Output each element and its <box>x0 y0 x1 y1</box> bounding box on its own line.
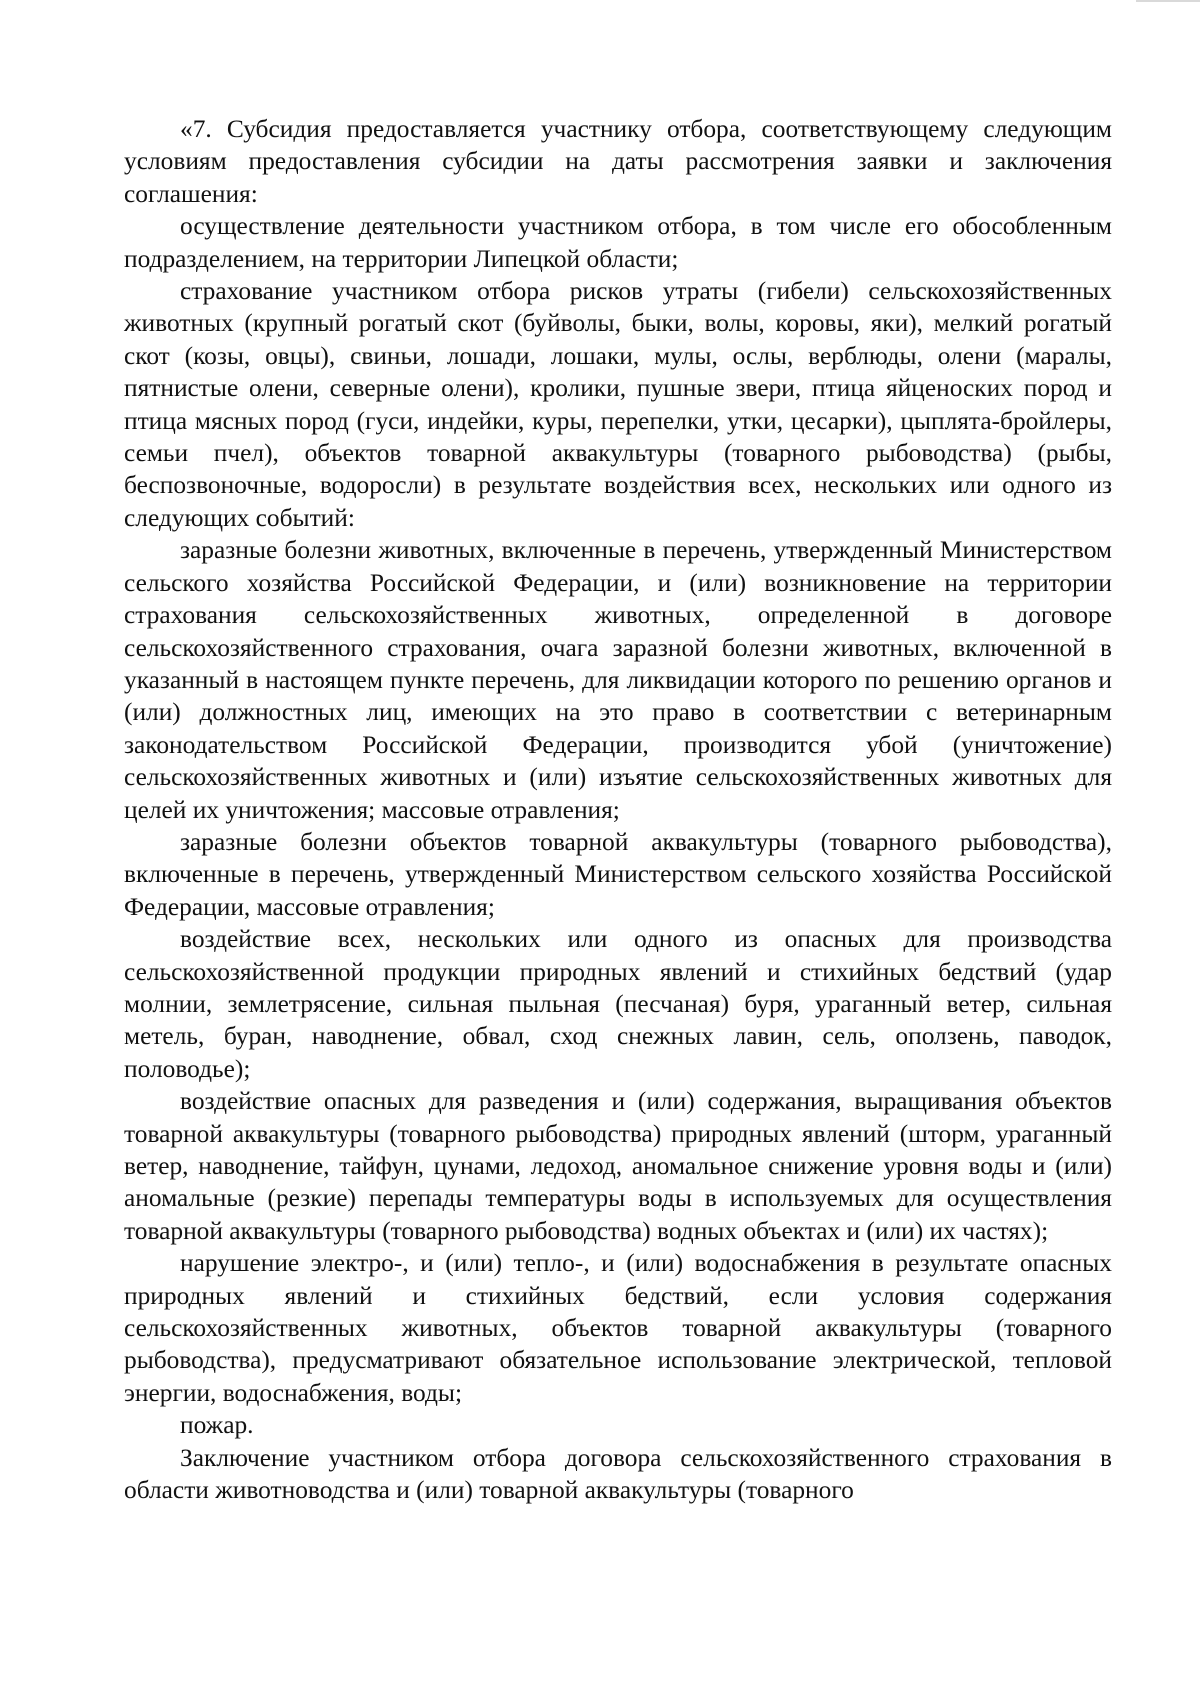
paragraph-aquaculture-diseases: заразные болезни объектов товарной аквакультуры (товарного рыбоводства), включенные в перечень, утвержденный Министерством сельского хозяйства Российской Федерации, массовые отравления; <box>124 827 1112 921</box>
paragraph-insurance-contract: Заключение участником отбора договора сельскохозяйственного страхования в области животноводства и (или) товарной аквакультуры (товарного <box>124 1443 1112 1505</box>
document-body <box>124 113 1112 1506</box>
scan-edge-mark <box>1136 0 1200 2</box>
paragraph-natural-disasters: воздействие всех, нескольких или одного из опасных для производства сельскохозяйственной продукции природных явлений и стихийных бедствий (удар молнии, землетрясение, сильная пыльная (песчаная) буря, ураганный ветер, сильная метель, буран, наводнение, обвал, сход снежных лавин, сель, оползень, паводок, половодье); <box>124 925 1112 1083</box>
paragraph-utility-disruption: нарушение электро-, и (или) тепло-, и (или) водоснабжения в результате опасных природных явлений и стихийных бедствий, если условия содержания сельскохозяйственных животных, объектов товарной аквакультуры (товарного рыбоводства), предусматривают обязательное использование электрической, тепловой энергии, водоснабжения, воды; <box>124 1249 1112 1407</box>
paragraph-aquaculture-phenomena: воздействие опасных для разведения и (или) содержания, выращивания объектов товарной аквакультуры (товарного рыбоводства) природных явлений (шторм, ураганный ветер, наводнение, тайфун, цунами, ледоход, аномальное снижение уровня воды и (или) аномальные (резкие) перепады температуры воды в используемых для осуществления товарной аквакультуры (товарного рыбоводства) водных объектах и (или) их частях); <box>124 1087 1112 1245</box>
paragraph-animal-diseases: заразные болезни животных, включенные в перечень, утвержденный Министерством сельского хозяйства Российской Федерации, и (или) возникновение на территории страхования сельскохозяйственных животных, определенной в договоре сельскохозяйственного страхования, очага заразной болезни животных, включенной в указанный в настоящем пункте перечень, для ликвидации которого по решению органов и (или) должностных лиц, имеющих на это право в соответствии с ветеринарным законодательством Российской Федерации, производится убой (уничтожение) сельскохозяйственных животных и (или) изъятие сельскохозяйственных животных для целей их уничтожения; массовые отравления; <box>124 536 1112 824</box>
paragraph-subsidy-conditions: «7. Субсидия предоставляется участнику отбора, соответствующему следующим условиям предоставления субсидии на даты рассмотрения заявки и заключения соглашения: <box>124 115 1112 208</box>
paragraph-fire: пожар. <box>180 1411 254 1440</box>
paragraph-insurance-risks: страхование участником отбора рисков утраты (гибели) сельскохозяйственных животных (крупный рогатый скот (буйволы, быки, волы, коровы, яки), мелкий рогатый скот (козы, овцы), свиньи, лошади, лошаки, мулы, ослы, верблюды, олени (маралы, пятнистые олени, северные олени), кролики, пушные звери, птица яйценоских пород и птица мясных пород (гуси, индейки, куры, перепелки, утки, цесарки), цыплята-бройлеры, семьи пчел), объектов товарной аквакультуры (товарного рыбоводства) (рыбы, беспозвоночные, водоросли) в результате воздействия всех, нескольких или одного из следующих событий: <box>124 277 1112 532</box>
paragraph-activity-territory: осуществление деятельности участником отбора, в том числе его обособленным подразделением, на территории Липецкой области; <box>124 212 1112 273</box>
